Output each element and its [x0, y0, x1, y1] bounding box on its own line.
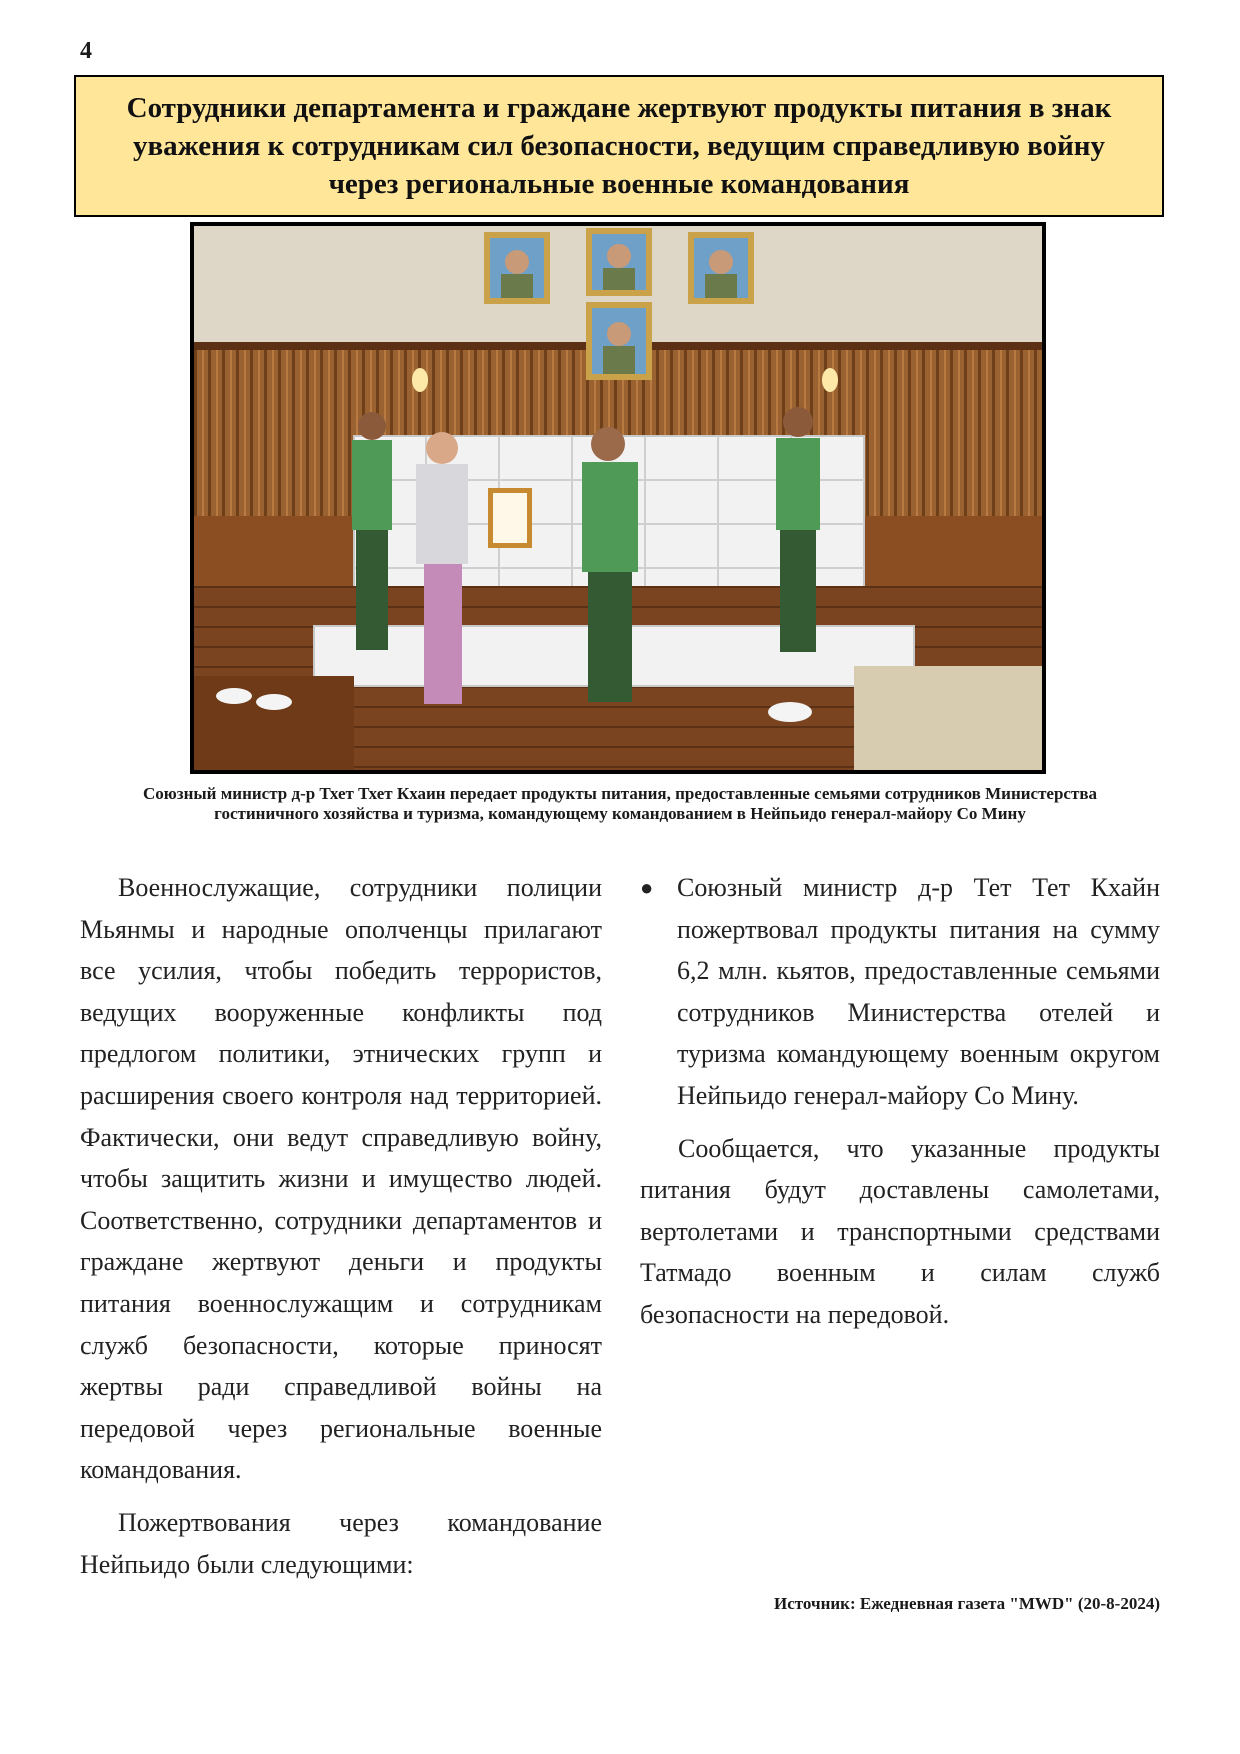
- officer-right: [776, 407, 820, 652]
- body-paragraph: Сообщается, что указанные продукты питания будут доставлены самолетами, вертолетами и транспортными средствами Татмадо военным и силам служб безопасности на передовой.: [640, 1133, 1160, 1329]
- bullet-list-item: [640, 867, 1160, 1117]
- headline: Сотрудники департамента и граждане жертвуют продукты питания в знак уважения к сотрудникам сил безопасности, ведущим справедливую войну через региональные военные командования: [126, 92, 1112, 200]
- right-cabinet: [854, 516, 1042, 596]
- headline-box: [74, 75, 1164, 217]
- bullet-icon: ●: [640, 875, 654, 900]
- body-paragraph: Военнослужащие, сотрудники полиции Мьянмы и народные ополченцы прилагают все усилия, чтобы победить террористов, ведущих вооруженные конфликты под предлогом политики, этнических групп и расширения своего контроля над территорией. Фактически, они ведут справедливую войну, чтобы защитить жизни и имущество людей. Соответственно, сотрудники департаментов и граждане жертвуют деньги и продукты питания военнослужащим и сотрудникам служб безопасности, которые приносят жертвы ради справедливой войны на передовой через региональные военные командования.: [80, 873, 602, 1485]
- news-photo: [190, 222, 1046, 774]
- left-column: [80, 867, 602, 1596]
- page-number: 4: [80, 38, 92, 64]
- photo-caption: Союзный министр д-р Тхет Тхет Кхаин передает продукты питания, предоставленные семьями сотрудников Министерства гостиничного хозяйства и туризма, командующему командованием в Нейпьидо генерал-майору Со Мину: [142, 784, 1098, 823]
- armchair-right: [854, 666, 1042, 770]
- commander: [582, 427, 638, 702]
- source-credit: Источник: Ежедневная газета "MWD" (20-8-2024): [774, 1594, 1160, 1613]
- photo-illustration: [194, 226, 1042, 770]
- officer-left: [352, 412, 392, 650]
- right-column: [640, 867, 1160, 1336]
- certificate: [488, 488, 532, 548]
- foreground-table-left: [194, 676, 354, 770]
- body-paragraph: Пожертвования через командование Нейпьидо были следующими:: [80, 1507, 602, 1579]
- bullet-text: Союзный министр д-р Тет Тет Кхайн пожертвовал продукты питания на сумму 6,2 млн. кьятов, предоставленные семьями сотрудников Министерства отелей и туризма командующему военным округом Нейпьидо генерал-майору Со Мину.: [677, 873, 1160, 1110]
